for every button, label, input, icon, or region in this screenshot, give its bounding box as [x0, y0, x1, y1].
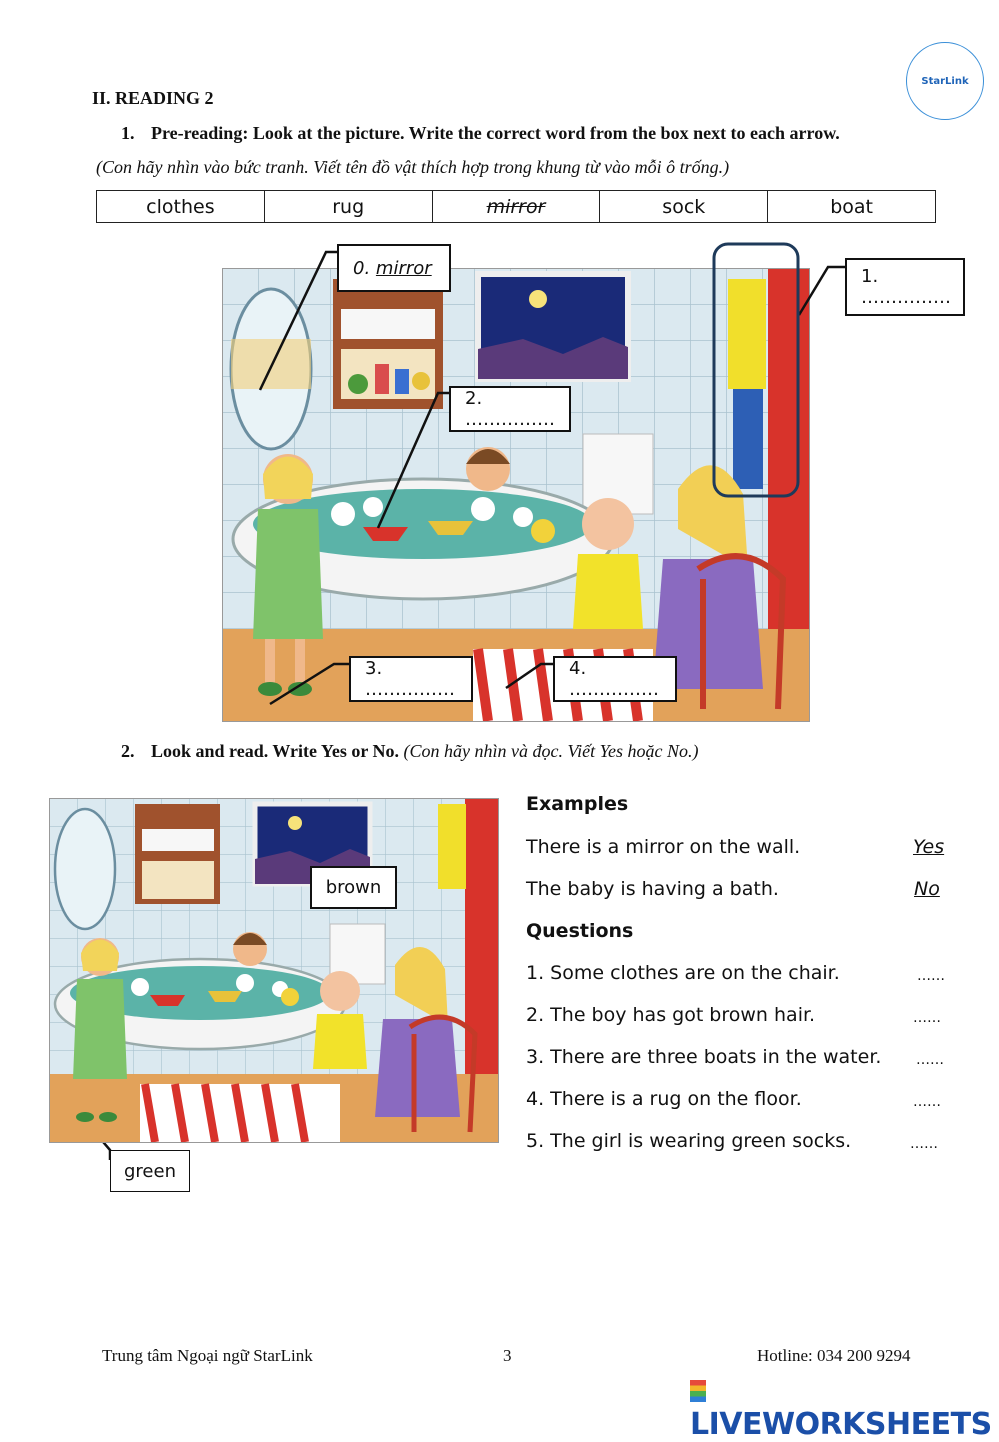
question-2-text: 2. The boy has got brown hair.	[526, 1004, 816, 1026]
label-brown-text: brown	[325, 877, 382, 898]
task2-translation: (Con hãy nhìn và đọc. Viết Yes hoặc No.)	[403, 741, 699, 761]
label-1-text: 1. ……………	[861, 266, 951, 308]
question-4-answer[interactable]: ……	[913, 1094, 941, 1110]
word-rug: rug	[265, 191, 433, 222]
label-green-text: green	[124, 1160, 176, 1182]
section-title: II. READING 2	[92, 88, 214, 108]
label-4-box[interactable]	[553, 656, 677, 702]
label-2-box[interactable]	[449, 386, 571, 432]
word-sock: sock	[600, 191, 768, 222]
task2-instruction: Look and read. Write Yes or No.	[151, 741, 400, 761]
liveworksheets-icon	[690, 1380, 706, 1402]
bathroom-illustration-small	[50, 799, 498, 1142]
word-clothes: clothes	[97, 191, 265, 222]
example-1-answer: Yes	[913, 836, 945, 858]
question-4-text: 4. There is a rug on the floor.	[526, 1088, 802, 1110]
label-0-answer: mirror	[375, 257, 432, 279]
questions-heading: Questions	[526, 920, 634, 942]
question-1-answer[interactable]: ……	[917, 968, 945, 984]
task2-number: 2.	[121, 741, 135, 761]
question-1-text: 1. Some clothes are on the chair.	[526, 962, 840, 984]
footer-hotline: Hotline: 034 200 9294	[757, 1346, 911, 1365]
label-brown-box	[310, 866, 397, 909]
example-2-answer: No	[914, 878, 940, 900]
example-2-text: The baby is having a bath.	[526, 878, 779, 900]
label-3-box[interactable]	[349, 656, 473, 702]
task1-number: 1.	[121, 123, 135, 143]
label-0-box	[337, 244, 451, 292]
label-3-text: 3. ……………	[365, 658, 455, 700]
task1-translation: (Con hãy nhìn vào bức tranh. Viết tên đồ vật thích hợp trong khung từ vào mỗi ô trống.)	[96, 157, 730, 177]
question-3-answer[interactable]: ……	[916, 1052, 944, 1068]
question-2-answer[interactable]: ……	[913, 1010, 941, 1026]
word-boat: boat	[830, 195, 873, 218]
liveworksheets-text: LIVEWORKSHEETS	[690, 1407, 992, 1442]
footer-page-number: 3	[503, 1346, 512, 1365]
question-5-text: 5. The girl is wearing green socks.	[526, 1130, 852, 1152]
task1-instruction: Pre-reading: Look at the picture. Write the correct word from the box next to each arrow.	[151, 123, 840, 143]
task2-heading	[151, 741, 699, 762]
label-1-box[interactable]	[845, 258, 965, 316]
logo-text: StarLink	[921, 75, 969, 87]
liveworksheets-brand	[690, 1372, 999, 1442]
label-green-box	[110, 1150, 190, 1192]
example-1-text: There is a mirror on the wall.	[526, 836, 801, 858]
word-mirror: mirror	[433, 191, 601, 222]
label-4-text: 4. ……………	[569, 658, 659, 700]
label-2-text: 2. ……………	[465, 388, 555, 430]
question-3-text: 3. There are three boats in the water.	[526, 1046, 882, 1068]
label-0-prefix: 0.	[353, 257, 371, 279]
question-5-answer[interactable]: ……	[910, 1136, 938, 1152]
footer-center-name: Trung tâm Ngoại ngữ StarLink	[102, 1346, 313, 1365]
examples-heading: Examples	[526, 793, 629, 815]
bathroom-picture-small	[49, 798, 499, 1143]
